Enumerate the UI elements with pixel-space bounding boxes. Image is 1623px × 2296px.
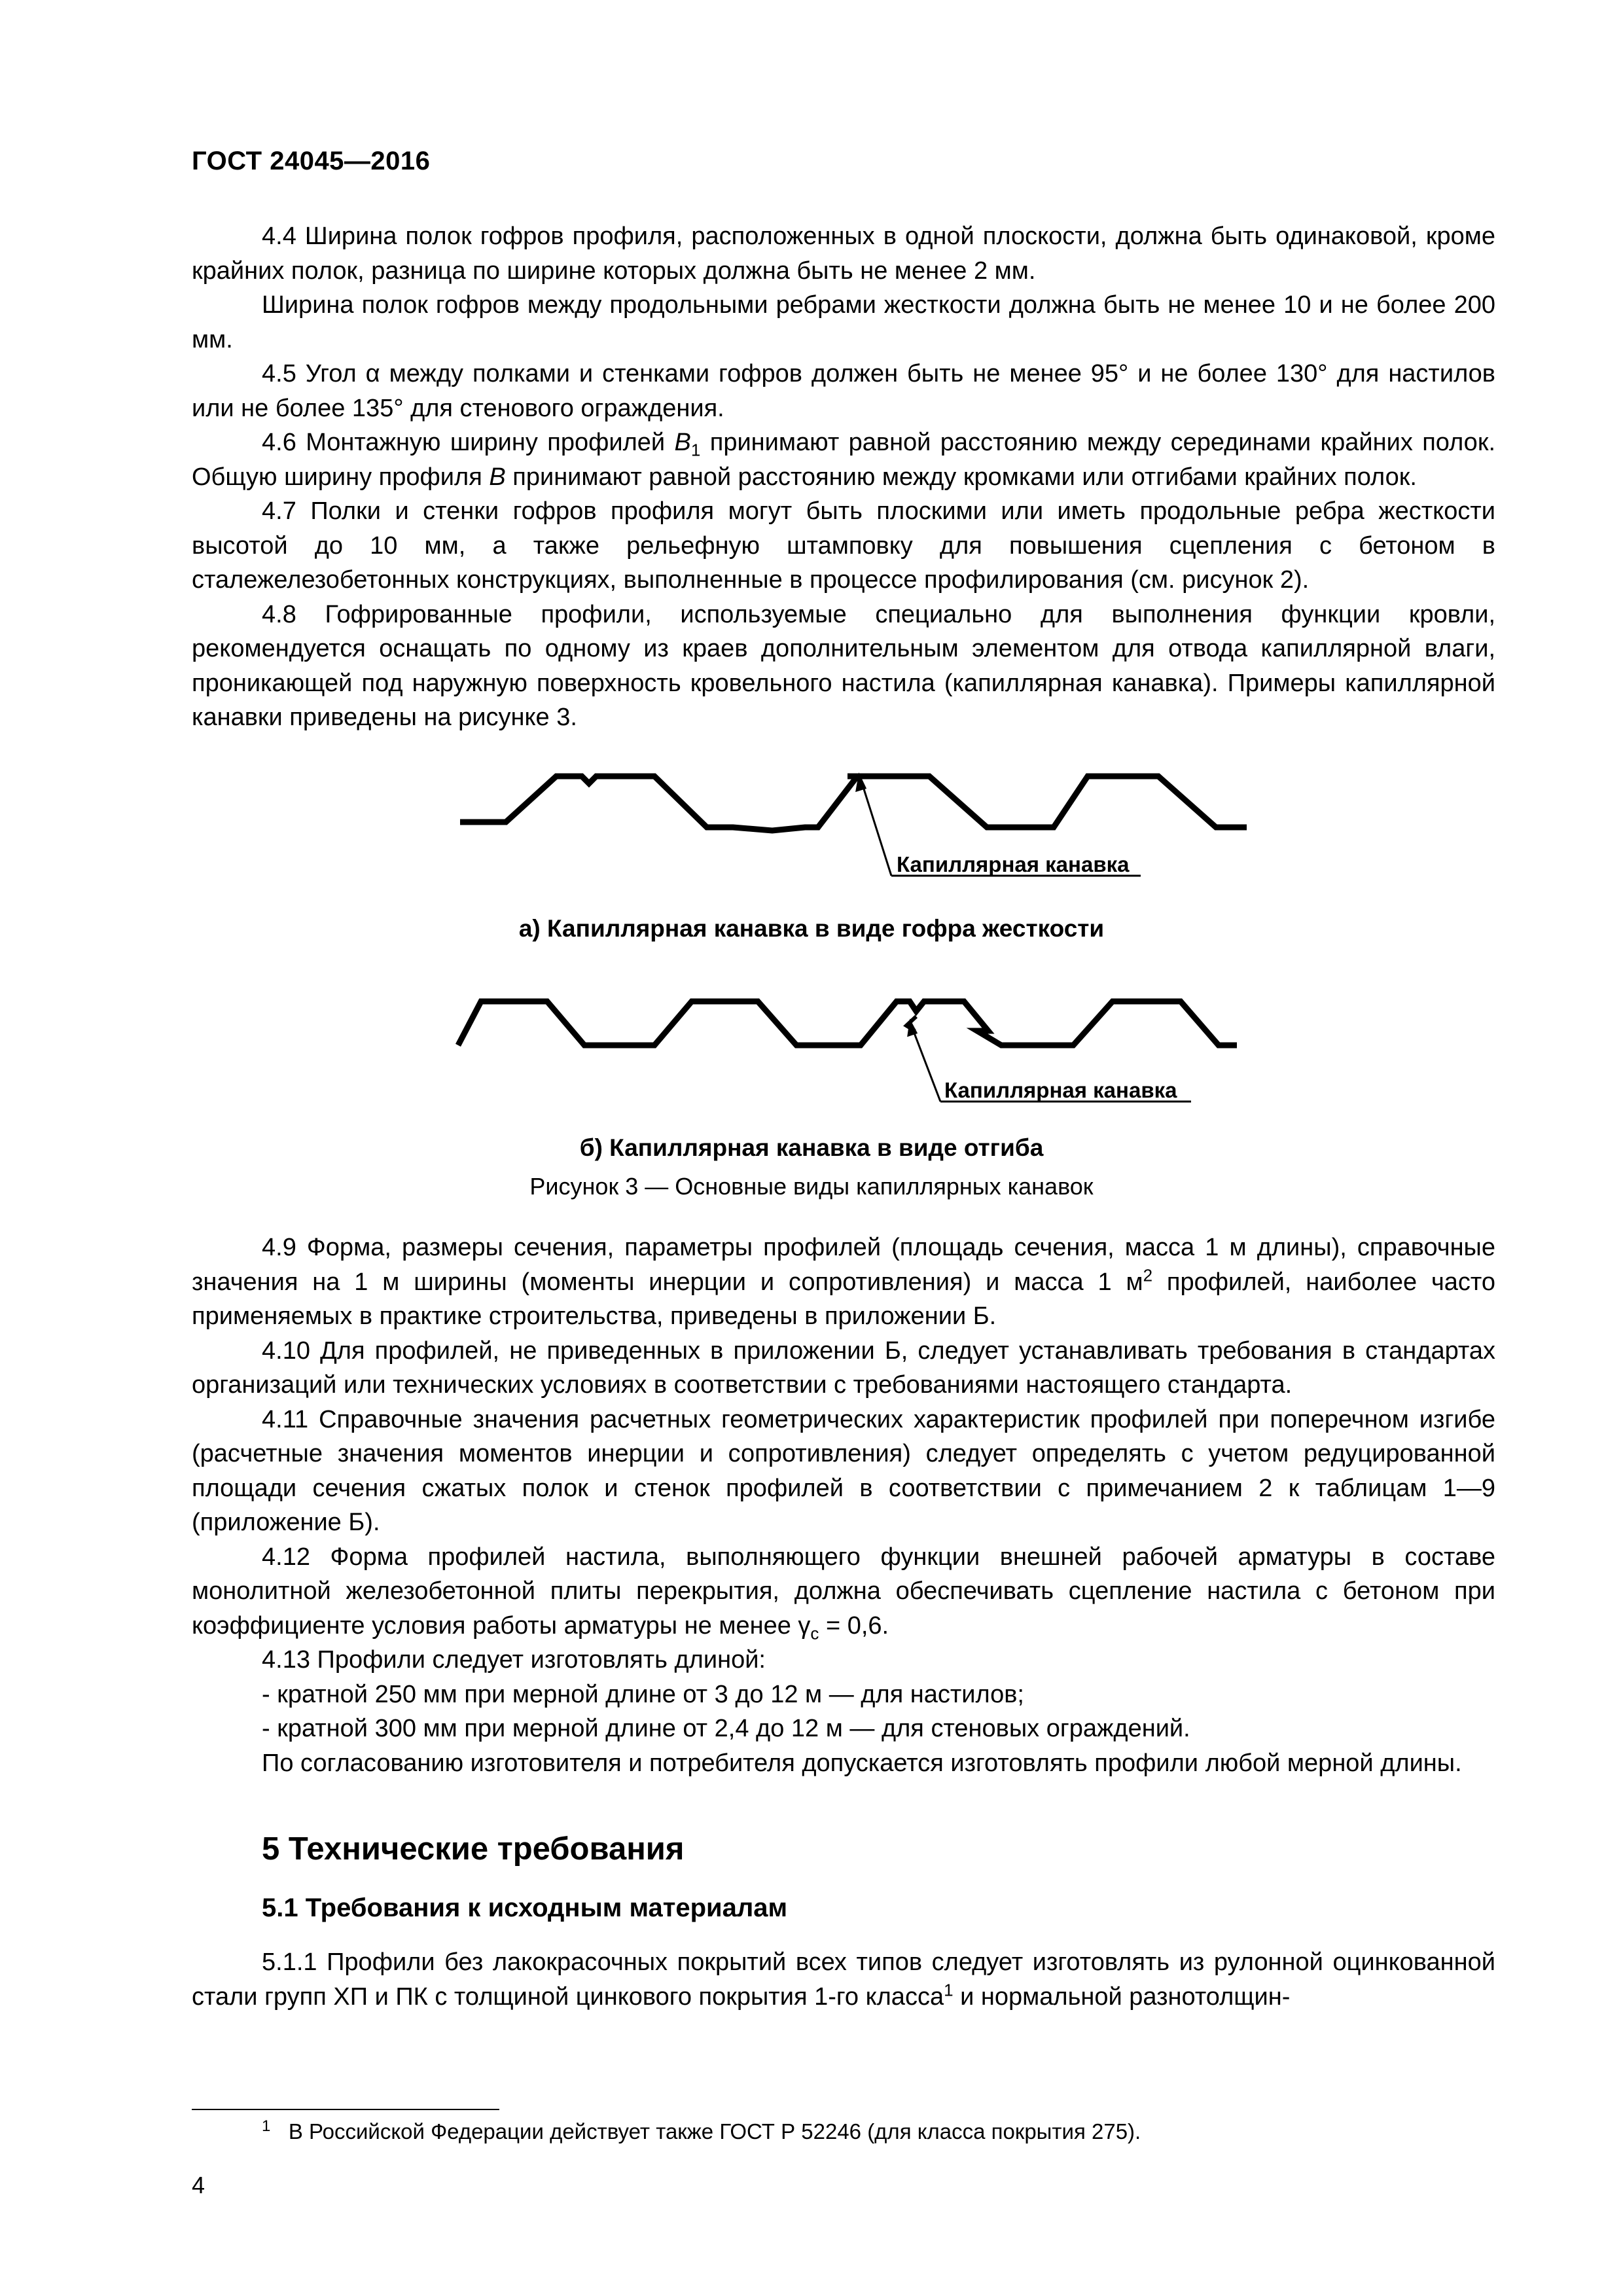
profile-b-corrugation <box>458 1001 1237 1045</box>
paragraph-4-13-agreement: По согласованию изготовителя и потребителя допускается изготовлять профили любой мерной длины. <box>262 1749 1462 1777</box>
paragraph-4-4-width: Ширина полок гофров между продольными ребрами жесткости должна быть не менее 10 и не более 200 мм. <box>192 291 1495 353</box>
paragraph-4-12: 4.12 Форма профилей настила, выполняющего функции внешней рабочей арматуры в составе монолитной железобетонной плиты перекрытия, должна обеспечивать сцепление настила с бетоном при коэффициенте условия работы арматуры не менее $\gamma_c = 0,6$. <box>192 1543 1495 1643</box>
footnote-divider <box>192 2109 499 2110</box>
figure-b-label: Капиллярная канавка <box>944 1078 1177 1102</box>
paragraph-4-11: 4.11 Справочные значения расчетных геометрических характеристик профилей при поперечном изгибе (расчетные значения моментов инерции и сопротивления) следует определять с учетом редуцированной площади сечения сжатых полок и стенок профилей в соответствии с примечанием 2 к таблицам 1—9 (приложение Б). <box>192 1405 1495 1536</box>
footnote-text: В Российской Федерации действует также ГОСТ Р 52246 (для класса покрытия 275). <box>288 2119 1141 2144</box>
body-text-section-5 <box>192 1945 1495 2014</box>
document-header: ГОСТ 24045—2016 <box>192 147 431 175</box>
figure-a-label: Капиллярная канавка <box>897 852 1130 876</box>
figure-b-caption: б) Капиллярная канавка в виде отгиба <box>579 1134 1044 1161</box>
list-item: - кратной 300 мм при мерной длине от 2,4 до 12 м — для стеновых ограждений. <box>262 1715 1190 1742</box>
paragraph-4-9: 4.9 Форма, размеры сечения, параметры профилей (площадь сечения, масса 1 м длины), справочные значения на 1 м ширины (моменты инерции и сопротивления) и масса 1 $м^2$ профилей, наиболее часто применяемых в практике строительства, приведены в приложении Б. <box>192 1234 1495 1330</box>
paragraph-4-6: 4.6 Монтажную ширину профилей $B_1$ принимают равной расстоянию между серединами крайних полок. Общую ширину профиля B принимают равной расстоянию между кромками или отгибами крайних полок. <box>192 429 1496 491</box>
list-item: - кратной 250 мм при мерной длине от 3 до 12 м — для настилов; <box>262 1680 1024 1708</box>
figure-3-title: Рисунок 3 — Основные виды капиллярных канавок <box>529 1173 1094 1200</box>
footnote-mark: 1 <box>262 2117 271 2135</box>
body-text-bottom <box>192 1230 1495 1780</box>
paragraph-5-1-1: 5.1.1 Профили без лакокрасочных покрытий всех типов следует изготовлять из рулонной оцинкованной стали групп ХП и ПК с толщиной цинкового покрытия 1-го класса$^1$ и нормальной разнотолщин- <box>192 1948 1495 2011</box>
paragraph-4-13: 4.13 Профили следует изготовлять длиной: <box>262 1646 766 1674</box>
section-5-1-heading: 5.1 Требования к исходным материалам <box>262 1893 788 1922</box>
paragraph-4-5: 4.5 Угол α между полками и стенками гофров должен быть не менее 95° и не более 130° для настилов или не более 135° для стенового ограждения. <box>192 360 1495 422</box>
section-5-heading: 5 Технические требования <box>262 1831 685 1867</box>
page-number: 4 <box>192 2172 205 2198</box>
paragraph-4-4: 4.4 Ширина полок гофров профиля, расположенных в одной плоскости, должна быть одинаковой, кроме крайних полок, разница по ширине которых должна быть не менее 2 мм. <box>192 223 1495 285</box>
figure-a-caption: а) Капиллярная канавка в виде гофра жесткости <box>518 915 1105 942</box>
paragraph-4-8: 4.8 Гофрированные профили, используемые специально для выполнения функции кровли, рекомендуется оснащать по одному из краев дополнительным элементом для отвода капиллярной влаги, проникающей под наружную поверхность кровельного настила (капиллярная канавка). Примеры капиллярной канавки приведены на рисунке 3. <box>192 600 1495 731</box>
footnote <box>262 2117 1141 2146</box>
profile-a-corrugation <box>460 776 1247 831</box>
paragraph-4-7: 4.7 Полки и стенки гофров профиля могут быть плоскими или иметь продольные ребра жесткости высотой до 10 мм, а также рельефную штамповку для повышения сцепления с бетоном в сталежелезобетонных конструкциях, выполненные в процессе профилирования (см. рисунок 2). <box>192 497 1495 594</box>
paragraph-4-10: 4.10 Для профилей, не приведенных в приложении Б, следует устанавливать требования в стандартах организаций или технических условиях в соответствии с требованиями настоящего стандарта. <box>192 1336 1495 1399</box>
